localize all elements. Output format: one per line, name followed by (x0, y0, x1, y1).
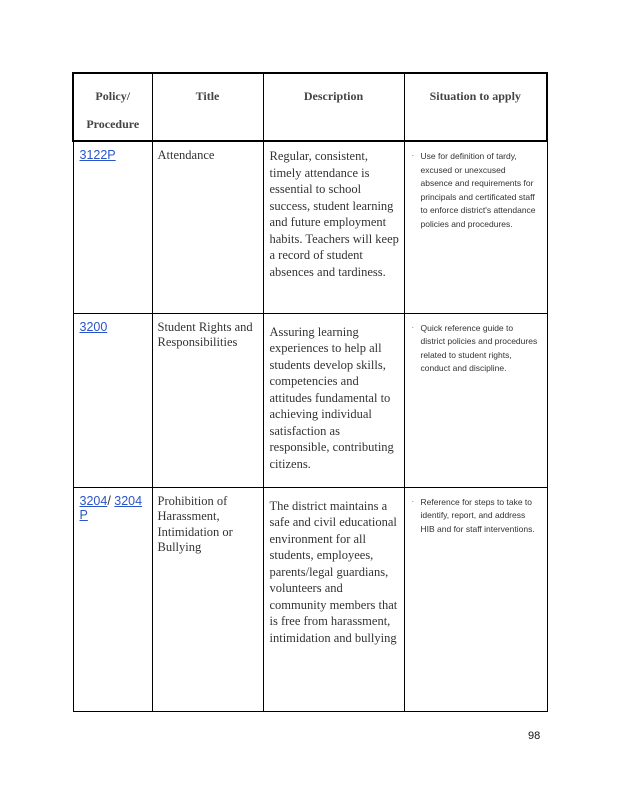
policy-link[interactable]: 3122P (79, 148, 116, 162)
situation-cell: · Reference for steps to take to identify, report, and address HIB and for staff interventions. (404, 487, 547, 711)
description-cell: Assuring learning experiences to help all students develop skills, competencies and attitudes fundamental to achieving individual satisfaction as responsible, contributing citizens. (263, 313, 404, 487)
page-number: 98 (528, 730, 541, 742)
table-row (73, 487, 547, 711)
policy-link[interactable]: 3204 (79, 493, 108, 508)
policy-link[interactable]: 3200 (79, 319, 108, 334)
bullet-icon: · (411, 151, 415, 160)
header-situation: Situation to apply (404, 73, 547, 141)
policy-table (72, 72, 548, 712)
policy-code-cell (73, 141, 152, 313)
title-cell: Prohibition of Harassment, Intimidation or Bullying (152, 487, 263, 711)
table-header-row (73, 73, 547, 141)
procedure-link[interactable]: 3204 P (79, 493, 143, 522)
title-cell: Attendance (152, 141, 263, 313)
bullet-icon: · (411, 496, 415, 506)
header-policy: Policy/ Procedure (73, 73, 152, 141)
header-title: Title (152, 73, 263, 141)
policy-code-cell (73, 313, 152, 487)
description-cell: The district maintains a safe and civil educational environment for all students, employees, parents/legal guardians, volunteers and community members that is free from harassment, intimidation and bullying (263, 487, 404, 711)
table-row (73, 313, 547, 487)
description-cell: Regular, consistent, timely attendance is essential to school success, student learning and future employment habits. Teachers will keep a record of student absences and tardiness. (263, 141, 404, 313)
situation-cell: · Quick reference guide to district policies and procedures related to student rights, conduct and discipline. (404, 313, 547, 487)
table-row (73, 141, 547, 313)
policy-code-cell (73, 487, 152, 711)
title-cell: Student Rights and Responsibilities (152, 313, 263, 487)
header-description: Description (263, 73, 404, 141)
code-separator: / (107, 493, 115, 508)
situation-cell: · Use for definition of tardy, excused or unexcused absence and requirements for principals and certificated staff to enforce district's attendance policies and procedures. (404, 141, 547, 313)
bullet-icon: · (411, 322, 415, 332)
